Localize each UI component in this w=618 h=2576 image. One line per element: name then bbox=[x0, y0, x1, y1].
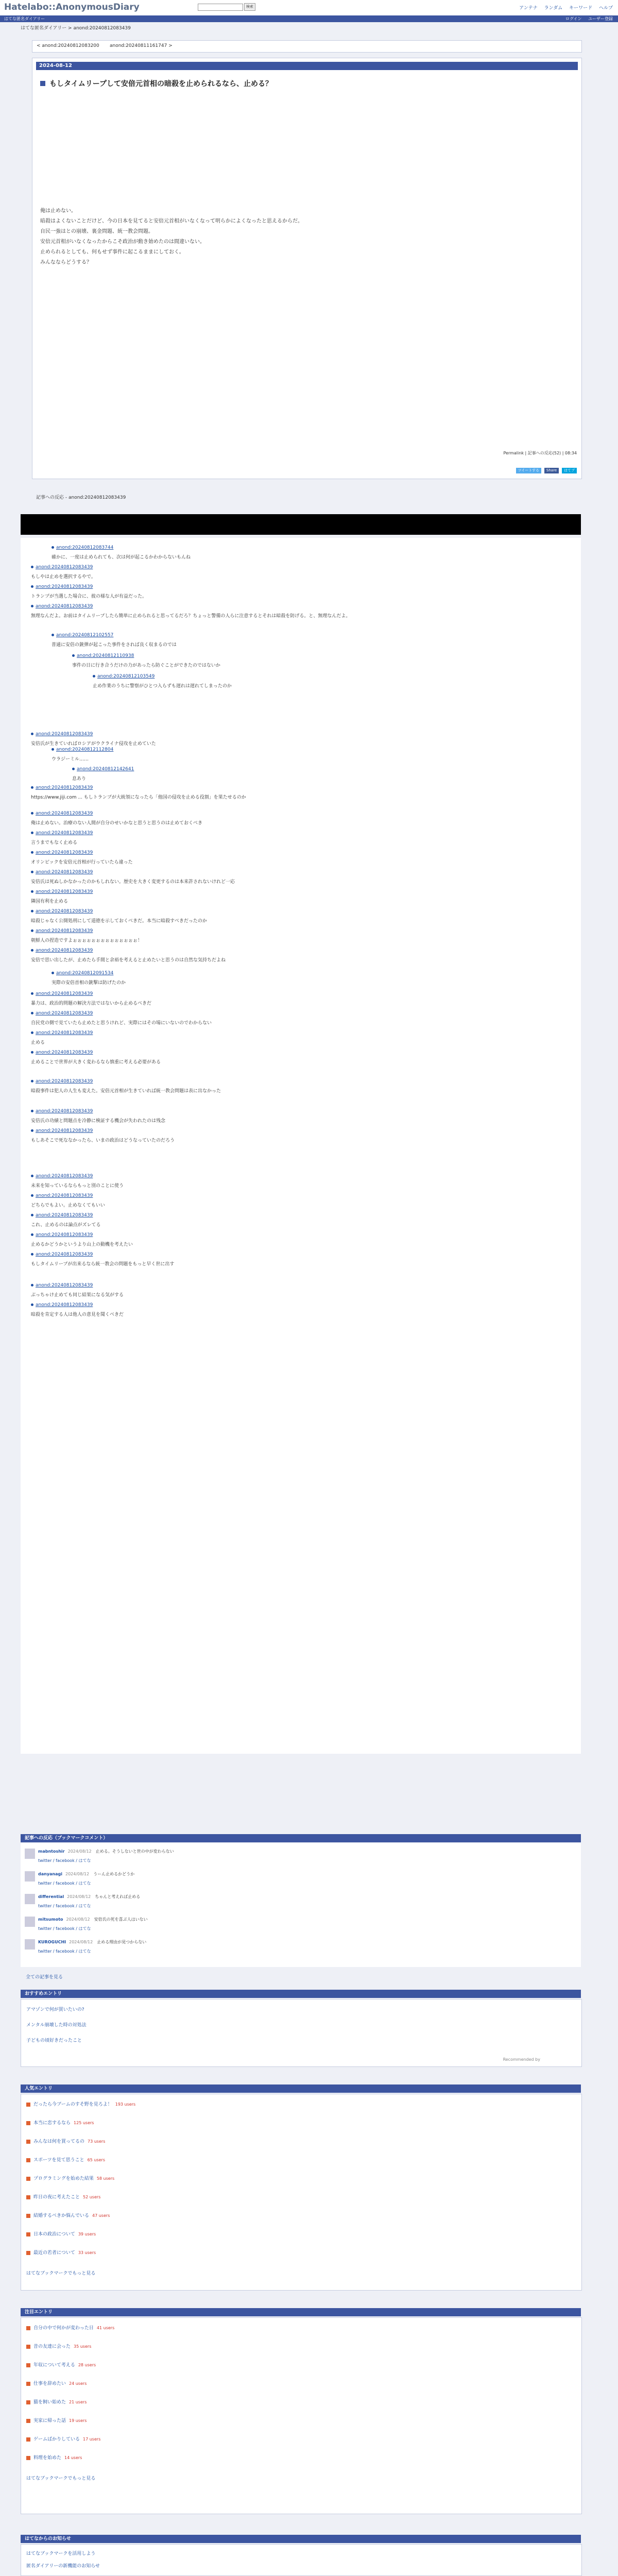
entry-title[interactable]: 昔の友達に会った bbox=[33, 2344, 71, 2349]
avatar[interactable] bbox=[25, 1871, 35, 1882]
thread-item-link[interactable]: anond:20240812083439 bbox=[36, 889, 93, 894]
thread-item-text: 確かに、一度は止められても、次は何が起こるかわからないもんね bbox=[52, 555, 191, 560]
entry-item[interactable] bbox=[26, 2193, 100, 2200]
thread-item bbox=[31, 1232, 546, 1247]
users-count-badge[interactable]: 52 users bbox=[83, 2195, 101, 2199]
bullet-icon bbox=[31, 1051, 33, 1054]
thread-item-text: これ、止めるのは論点がズレてる bbox=[31, 1223, 101, 1228]
bullet-icon bbox=[31, 1253, 33, 1256]
entry-item[interactable] bbox=[26, 2454, 82, 2461]
bullet-icon bbox=[31, 1080, 33, 1082]
avatar[interactable] bbox=[25, 1939, 35, 1950]
thread-item-text: 止め作業のうちに警察がひとつ入らずも遅れは遅れてしまったのか bbox=[93, 684, 232, 689]
users-count-badge[interactable]: 24 users bbox=[69, 2381, 87, 2386]
thread-item bbox=[31, 991, 546, 1006]
entry-title[interactable]: 最近の若者について bbox=[33, 2250, 75, 2256]
bullet-icon bbox=[52, 634, 54, 636]
footer-item[interactable]: はてなブックマークを活用しよう bbox=[26, 2551, 96, 2556]
entry-item[interactable] bbox=[26, 2156, 105, 2163]
thread-item-text: 未来を知っているならもっと別のことに使う bbox=[31, 1183, 124, 1189]
bookmark-comment: うーん止めるかどうか bbox=[93, 1872, 135, 1876]
thread-item bbox=[31, 889, 546, 904]
bookmark-user[interactable]: differential bbox=[38, 1894, 64, 1899]
bullet-icon bbox=[31, 1303, 33, 1306]
entry-item[interactable] bbox=[26, 2119, 94, 2126]
users-count-badge[interactable]: 73 users bbox=[88, 2139, 106, 2144]
bookmark-row bbox=[25, 1894, 140, 1904]
thread-item bbox=[31, 1174, 546, 1189]
bookmark-share-links[interactable]: twitter / facebook / はてな bbox=[38, 1926, 91, 1931]
bookmark-comment: 止める理由が見つからない bbox=[97, 1940, 147, 1944]
thread-item-link[interactable]: anond:20240812083439 bbox=[36, 604, 93, 609]
bullet-icon bbox=[31, 1214, 33, 1216]
search-button[interactable]: 検索 bbox=[244, 3, 255, 11]
thread-item bbox=[31, 1302, 546, 1317]
header-link-antenna[interactable]: アンテナ bbox=[519, 6, 538, 11]
thread-item-text: 安倍氏が生きていればロシアがウクライナ侵攻を止めていた bbox=[31, 741, 156, 747]
permalink[interactable]: Permalink | 記事への反応(52) | 08:34 bbox=[503, 451, 577, 455]
thread-item-link[interactable]: anond:20240812083439 bbox=[36, 1174, 93, 1179]
bookmark-share-links[interactable]: twitter / facebook / はてな bbox=[38, 1949, 91, 1954]
entry-title[interactable]: 日本の政治について bbox=[33, 2232, 75, 2237]
thread-item bbox=[31, 1109, 546, 1124]
thread-item-link[interactable]: anond:20240812083439 bbox=[36, 1252, 93, 1257]
register-link[interactable]: ユーザー登録 bbox=[588, 16, 613, 21]
entry-title[interactable]: 昨日の夜に考えたこと bbox=[33, 2195, 80, 2200]
breadcrumb[interactable]: はてな匿名ダイアリー > anond:20240812083439 bbox=[21, 26, 131, 31]
thread-item-text: もしタイムリープが出来るなら統一教会の問題をもっと早く世に出す bbox=[31, 1262, 175, 1267]
thread-item-text: 暴力は、政治的問題の解決方法ではないから止めるべきだ bbox=[31, 1001, 152, 1006]
thread-item bbox=[93, 674, 546, 689]
users-count-badge[interactable]: 19 users bbox=[69, 2418, 87, 2423]
hot-header: 注目エントリ bbox=[21, 2308, 581, 2316]
avatar[interactable] bbox=[25, 1849, 35, 1859]
thread-item bbox=[52, 971, 546, 986]
bullet-icon bbox=[31, 812, 33, 815]
thread-item bbox=[31, 1283, 546, 1298]
bullet-icon bbox=[72, 768, 75, 770]
thread-item-text: 止めるかどうかというより山上の動機を考えたい bbox=[31, 1242, 133, 1247]
sponsor-label: Recommended by bbox=[503, 2057, 540, 2062]
search-input[interactable] bbox=[198, 4, 243, 11]
entry-item[interactable] bbox=[26, 2343, 91, 2349]
thread-item-text: 安倍氏は死ぬしかなかったのかもしれない。歴史を大きく変更するのは本来許されないけれど一応 bbox=[31, 879, 235, 885]
popular-box bbox=[21, 2094, 582, 2291]
avatar[interactable] bbox=[25, 1894, 35, 1904]
bullet-icon bbox=[31, 605, 33, 607]
bullet-icon bbox=[31, 1110, 33, 1112]
entry-title[interactable]: プログラミングを始めた結果 bbox=[33, 2176, 94, 2181]
thread-item-link[interactable]: anond:20240812083439 bbox=[36, 565, 93, 570]
bookmark-share-links[interactable]: twitter / facebook / はてな bbox=[38, 1904, 91, 1908]
bullet-icon bbox=[31, 992, 33, 995]
thread-item-link[interactable]: anond:20240812083439 bbox=[36, 584, 93, 589]
bookmark-share-links[interactable]: twitter / facebook / はてな bbox=[38, 1858, 91, 1863]
thread-item bbox=[31, 732, 546, 747]
thread-item-text: 隣国有利を止める bbox=[31, 899, 68, 904]
bullet-icon bbox=[31, 1284, 33, 1286]
entry-nav bbox=[32, 40, 582, 53]
thread-item-link[interactable]: anond:20240812083439 bbox=[36, 1011, 93, 1016]
subbar-home-link[interactable]: はてな匿名ダイアリー bbox=[4, 16, 45, 21]
bookmark-row bbox=[25, 1939, 146, 1950]
entry-title[interactable]: 実家に帰った話 bbox=[33, 2418, 66, 2424]
thread-item-text: 無理なんだよ。お前はタイムリープしたら簡単に止められると思ってるだろ？ちょっと警備の人らに注意するとそれは暗殺を防げる。と、無理なんだよ。 bbox=[31, 614, 351, 619]
thread-item-text: 止めることで世界が大きく変わるなら慎重に考える必要がある bbox=[31, 1060, 161, 1065]
thread-item-text: 暗殺を肯定する人は他人の意見を聞くべきだ bbox=[31, 1312, 124, 1317]
prev-entry-link[interactable]: < anond:20240812083200 bbox=[37, 43, 99, 48]
header-links bbox=[514, 4, 613, 11]
entry-item[interactable] bbox=[26, 2212, 110, 2218]
recommended-box bbox=[21, 1999, 582, 2067]
article-line: 暗殺はよくないことだけど、今の日本を見てると安倍元首相がいなくなって明らかによくなったと思えるからだ。 bbox=[40, 218, 303, 224]
thread-item-link[interactable]: anond:20240812083439 bbox=[36, 732, 93, 737]
footer-box bbox=[21, 2544, 582, 2576]
entry-item[interactable] bbox=[26, 2138, 105, 2144]
hatena-bookmark-button[interactable]: はてブ bbox=[562, 468, 577, 473]
thread-item bbox=[31, 584, 546, 599]
users-count-badge[interactable]: 58 users bbox=[96, 2176, 115, 2181]
thread-item-text: どちらでもよい。止めなくてもいい bbox=[31, 1203, 105, 1208]
bullet-icon bbox=[31, 786, 33, 789]
footer-header: はてなからのお知らせ bbox=[21, 2535, 581, 2543]
users-count-badge[interactable]: 17 users bbox=[83, 2437, 101, 2442]
thread-item bbox=[31, 831, 546, 845]
thread-item-link[interactable]: anond:20240812083439 bbox=[36, 1079, 93, 1084]
bullet-icon bbox=[31, 585, 33, 588]
thread-item-text: オリンピックを安倍元首相が行っていたら違った bbox=[31, 860, 133, 865]
footer-item[interactable]: 匿名ダイアリーの新機能のお知らせ bbox=[26, 2564, 100, 2569]
users-count-badge[interactable]: 28 users bbox=[78, 2363, 96, 2367]
thread-item-text: 暗殺事件は犯人の人生も変えた。安倍元首相が生きていれば統一教会問題は表に出なかった bbox=[31, 1089, 221, 1094]
users-count-badge[interactable]: 21 users bbox=[69, 2400, 87, 2404]
thread-item-link[interactable]: anond:20240812112804 bbox=[56, 747, 114, 752]
bookmark-row bbox=[25, 1849, 174, 1859]
article-title[interactable]: もしタイムリープして安倍元首相の暗殺を止められるなら、止める？ bbox=[40, 78, 272, 89]
entry-title[interactable]: 本当に恋するなら bbox=[33, 2121, 71, 2126]
entry-title[interactable]: だったら今ブームのすそ野を見ろよ！ bbox=[33, 2102, 112, 2107]
users-count-badge[interactable]: 33 users bbox=[78, 2250, 96, 2255]
thread-item bbox=[31, 565, 546, 580]
share-buttons bbox=[514, 468, 577, 473]
thread-item bbox=[52, 747, 546, 762]
bookmark-date: 2024/08/12 bbox=[67, 1849, 92, 1854]
entry-item[interactable] bbox=[26, 2435, 100, 2442]
thread-item-link[interactable]: anond:20240812110938 bbox=[77, 653, 134, 658]
bullet-icon bbox=[31, 1233, 33, 1236]
thread-item-link[interactable]: anond:20240812091534 bbox=[56, 971, 114, 976]
thread-item-text: 実際の安倍首相の銃撃は防げたのか bbox=[52, 980, 126, 986]
users-count-badge[interactable]: 41 users bbox=[96, 2326, 115, 2330]
bullet-icon bbox=[31, 851, 33, 854]
thread-item bbox=[31, 928, 546, 943]
entry-item[interactable] bbox=[26, 2417, 87, 2424]
thread-item-text: ぶっちゃけ止めても同じ結果になる気がする bbox=[31, 1293, 124, 1298]
thread-item bbox=[31, 948, 546, 963]
thread-item bbox=[31, 1079, 546, 1094]
article-line: みんなならどうする？ bbox=[40, 260, 92, 265]
thread-item bbox=[31, 604, 546, 619]
entry-title[interactable]: 猫を飼い始めた bbox=[33, 2400, 66, 2405]
bookmark-date: 2024/08/12 bbox=[65, 1872, 90, 1876]
bullet-icon bbox=[31, 832, 33, 834]
bookmark-comment: ちゃんと考えれば止める bbox=[95, 1894, 141, 1899]
bookmark-share-links[interactable]: twitter / facebook / はてな bbox=[38, 1881, 91, 1886]
avatar[interactable] bbox=[25, 1917, 35, 1927]
thread-item-text: ウラジーミル…… bbox=[52, 757, 89, 762]
thread-item-text: 暗殺じゃなく公開処刑にして道徳を示しておくべきだ。本当に暗殺すべきだったのか bbox=[31, 919, 207, 924]
bullet-icon bbox=[31, 929, 33, 932]
article-line: 自民一強はとの崩壊、裏金問題、統一教会問題。 bbox=[40, 229, 153, 234]
thread-item-link[interactable]: anond:20240812103549 bbox=[97, 674, 155, 679]
entry-title[interactable]: スポーツを見て思うこと bbox=[33, 2158, 84, 2163]
thread-item-link[interactable]: anond:20240812142641 bbox=[77, 767, 134, 772]
thread-item-text: 安倍で思い出したが、止めたら手間と余裕を考えると止めたいと思うのは自然な気持ちだよね bbox=[31, 958, 226, 963]
thread-item-text: 安倍氏の功績と問題点を冷静に検証する機会が失われたのは残念 bbox=[31, 1118, 166, 1124]
thread-item-text: 息あり bbox=[72, 776, 87, 782]
bookmark-row bbox=[25, 1871, 134, 1882]
article-line: 俺は止めない。 bbox=[40, 208, 76, 214]
thread-item bbox=[31, 785, 546, 800]
thread-item bbox=[72, 767, 546, 782]
thread-item-text: 止める bbox=[31, 1040, 45, 1045]
bullet-icon bbox=[31, 1194, 33, 1197]
bullet-icon bbox=[31, 871, 33, 873]
thread-item bbox=[31, 1213, 546, 1228]
users-count-badge[interactable]: 47 users bbox=[92, 2213, 110, 2218]
thread-item-link[interactable]: anond:20240812083439 bbox=[36, 991, 93, 996]
thread-item-link[interactable]: anond:20240812083439 bbox=[36, 1050, 93, 1055]
thread-item bbox=[31, 1050, 546, 1065]
article-box bbox=[32, 58, 582, 479]
thread-item-link[interactable]: anond:20240812083439 bbox=[36, 909, 93, 914]
users-count-badge[interactable]: 39 users bbox=[78, 2232, 96, 2236]
thread-item bbox=[31, 811, 546, 826]
thread-item-link[interactable]: anond:20240812083439 bbox=[36, 1302, 93, 1308]
sub-navbar bbox=[0, 15, 618, 22]
thread-item-link[interactable]: anond:20240812083439 bbox=[36, 1109, 93, 1114]
more-link[interactable]: はてなブックマークでもっと見る bbox=[26, 2271, 96, 2276]
thread-item bbox=[52, 545, 546, 560]
thread-item-link[interactable]: anond:20240812083439 bbox=[36, 811, 93, 816]
entry-item[interactable] bbox=[26, 2361, 96, 2368]
entry-item[interactable] bbox=[26, 2324, 114, 2331]
bookmark-user[interactable]: mitsumoto bbox=[38, 1917, 63, 1922]
tweet-button[interactable]: ツイートする bbox=[516, 468, 541, 473]
bookmark-user[interactable]: KUROGUCHI bbox=[38, 1940, 66, 1944]
article-date: 2024-08-12 bbox=[36, 62, 578, 70]
recommended-item[interactable]: メンタル崩壊した時の対処法 bbox=[26, 2023, 87, 2028]
thread-item bbox=[31, 909, 546, 924]
entry-item[interactable] bbox=[26, 2175, 114, 2181]
black-banner bbox=[21, 514, 581, 535]
header-link-random[interactable]: ランダム bbox=[544, 6, 563, 11]
next-entry-link[interactable]: anond:20240811161747 > bbox=[110, 43, 173, 48]
bullet-icon bbox=[31, 949, 33, 952]
thread-item-link[interactable]: anond:20240812083439 bbox=[36, 785, 93, 790]
thread-item-link[interactable]: anond:20240812083439 bbox=[36, 948, 93, 953]
thread-item-link[interactable]: anond:20240812083439 bbox=[36, 1030, 93, 1036]
thread-item bbox=[31, 1193, 546, 1208]
bullet-icon bbox=[52, 546, 54, 549]
recommended-item[interactable]: 子どもの頃好きだったこと bbox=[26, 2038, 82, 2043]
thread-item bbox=[31, 1128, 546, 1143]
thread-item-text: トランプが当選した場合に、彼の様な人が有益だった。 bbox=[31, 594, 147, 599]
bullet-icon bbox=[93, 675, 95, 677]
users-count-badge[interactable]: 125 users bbox=[74, 2121, 94, 2125]
thread-item-link[interactable]: anond:20240812083439 bbox=[36, 1283, 93, 1288]
bullet-icon bbox=[31, 566, 33, 568]
thread-item-link[interactable]: anond:20240812083439 bbox=[36, 831, 93, 836]
bullet-icon bbox=[31, 890, 33, 893]
more-link[interactable]: はてなブックマークでもっと見る bbox=[26, 2476, 96, 2481]
bookmarks-header: 記事への反応（ブックマークコメント） bbox=[21, 1834, 581, 1842]
bookmark-date: 2024/08/12 bbox=[67, 1894, 91, 1899]
thread-item-text: もしあそこで死ななかったら、いまの政治はどうなっていたのだろう bbox=[31, 1138, 175, 1143]
entry-title[interactable]: 料理を始めた bbox=[33, 2455, 62, 2461]
thread-item-text: https://www.jiji.com ... もしトランプが大統領になったら「他国の侵攻を止める役割」を果たせるのか bbox=[31, 795, 246, 800]
hot-box bbox=[21, 2317, 582, 2514]
header-link-help[interactable]: ヘルプ bbox=[598, 6, 613, 11]
bullet-icon bbox=[31, 1031, 33, 1034]
bookmark-row bbox=[25, 1917, 148, 1927]
recommended-header: おすすめエントリ bbox=[21, 1990, 581, 1998]
entry-item[interactable] bbox=[26, 2380, 87, 2386]
thread-item-text: 自民党の側で見ていたら止めたと思うけれど、実際にはその場にいないのでわからない bbox=[31, 1021, 212, 1026]
entry-item[interactable] bbox=[26, 2100, 135, 2107]
entry-title[interactable]: 結婚するべきか悩んでいる bbox=[33, 2213, 90, 2218]
bullet-icon bbox=[52, 972, 54, 974]
article-line: 止められるとしても、何もせず事件に起こるままにしておく。 bbox=[40, 249, 184, 255]
popular-header: 人気エントリ bbox=[21, 2084, 581, 2093]
bullet-icon bbox=[31, 910, 33, 912]
bookmarks-box bbox=[21, 1843, 581, 1967]
entry-title[interactable]: みんなは何を買ってるの bbox=[33, 2139, 85, 2144]
bullet-icon bbox=[31, 1175, 33, 1177]
thread-item bbox=[31, 850, 546, 865]
thread-item-link[interactable]: anond:20240812083439 bbox=[36, 1128, 93, 1133]
bookmark-user[interactable]: mabntoshir bbox=[38, 1849, 65, 1854]
entry-title[interactable]: 年収について考える bbox=[33, 2363, 75, 2368]
thread-item-link[interactable]: anond:20240812083439 bbox=[36, 870, 93, 875]
bullet-icon bbox=[72, 654, 75, 657]
header-link-keyword[interactable]: キーワード bbox=[569, 6, 593, 11]
entry-title[interactable]: 自分の中で何かが変わった日 bbox=[33, 2326, 94, 2331]
facebook-share-button[interactable]: Share bbox=[544, 468, 559, 473]
bookmark-comment: 安倍氏の死を喜ぶ人はいない bbox=[94, 1917, 148, 1922]
site-logo[interactable]: Hatelabo::AnonymousDiary bbox=[4, 2, 140, 12]
thread-item bbox=[31, 1011, 546, 1026]
thread-item-link[interactable]: anond:20240812083439 bbox=[36, 850, 93, 855]
users-count-badge[interactable]: 65 users bbox=[87, 2158, 105, 2162]
bullet-icon bbox=[31, 1129, 33, 1132]
bookmark-date: 2024/08/12 bbox=[69, 1940, 93, 1944]
entry-item[interactable] bbox=[26, 2398, 87, 2405]
thread-item-text: 言うまでもなく止める bbox=[31, 840, 78, 845]
thread-item bbox=[72, 653, 546, 668]
thread-item-text: 俺は止めない。治療のない人間が自分のせいかなと思うと思うのは止めておくべき bbox=[31, 821, 203, 826]
site-header bbox=[0, 0, 618, 15]
entry-item[interactable] bbox=[26, 2249, 96, 2256]
more-bookmarks-link[interactable]: 全ての記事を見る bbox=[26, 1975, 63, 1980]
thread-item bbox=[31, 870, 546, 885]
bookmark-comment: 止める。そうしないと世の中が変わらない bbox=[95, 1849, 174, 1854]
subbar-account-links bbox=[560, 16, 613, 22]
thread-item-text: もしやは止めを選択するやで。 bbox=[31, 574, 96, 580]
login-link[interactable]: ログイン bbox=[565, 16, 582, 21]
bookmark-user[interactable]: danyanagi bbox=[38, 1872, 62, 1876]
entry-title[interactable]: 仕事を辞めたい bbox=[33, 2381, 66, 2386]
entry-title[interactable]: ゲームばかりしている bbox=[33, 2437, 80, 2442]
thread-item bbox=[31, 1030, 546, 1045]
bookmark-date: 2024/08/12 bbox=[66, 1917, 90, 1922]
bullet-icon bbox=[31, 733, 33, 735]
recommended-item[interactable]: アマゾンで何が買いたいの? bbox=[26, 2007, 84, 2012]
thread-box bbox=[21, 538, 581, 1754]
thread-item bbox=[31, 1252, 546, 1267]
users-count-badge[interactable]: 193 users bbox=[115, 2102, 136, 2107]
article-line: 安倍元首相がいなくなったからこそ政治が動き始めたのは間違いない。 bbox=[40, 239, 205, 245]
thread-item bbox=[52, 633, 546, 648]
thread-item-link[interactable]: anond:20240812083439 bbox=[36, 1213, 93, 1218]
thread-item-link[interactable]: anond:20240812083439 bbox=[36, 1232, 93, 1238]
users-count-badge[interactable]: 35 users bbox=[74, 2344, 92, 2349]
thread-item-text: 事件の日に行き合うだけの力があったら防ぐことができたのではないか bbox=[72, 663, 220, 668]
thread-item-link[interactable]: anond:20240812083439 bbox=[36, 1193, 93, 1198]
thread-item-text: 朝鮮人の捏造ですよぉぉぉぉぉぉぉぉぉぉぉぉぉぉ！ bbox=[31, 938, 143, 943]
entry-item[interactable] bbox=[26, 2230, 96, 2237]
thread-item-link[interactable]: anond:20240812083744 bbox=[56, 545, 114, 550]
trackback-header: 記事への反応 - anond:20240812083439 bbox=[36, 495, 126, 500]
thread-item-link[interactable]: anond:20240812102557 bbox=[56, 633, 114, 638]
thread-item-text: 普通に安倍の銃弾が起こった事件をされば良く収まるのでは bbox=[52, 642, 177, 648]
bullet-icon bbox=[52, 748, 54, 751]
thread-item-link[interactable]: anond:20240812083439 bbox=[36, 928, 93, 934]
users-count-badge[interactable]: 14 users bbox=[64, 2455, 82, 2460]
bullet-icon bbox=[31, 1012, 33, 1014]
